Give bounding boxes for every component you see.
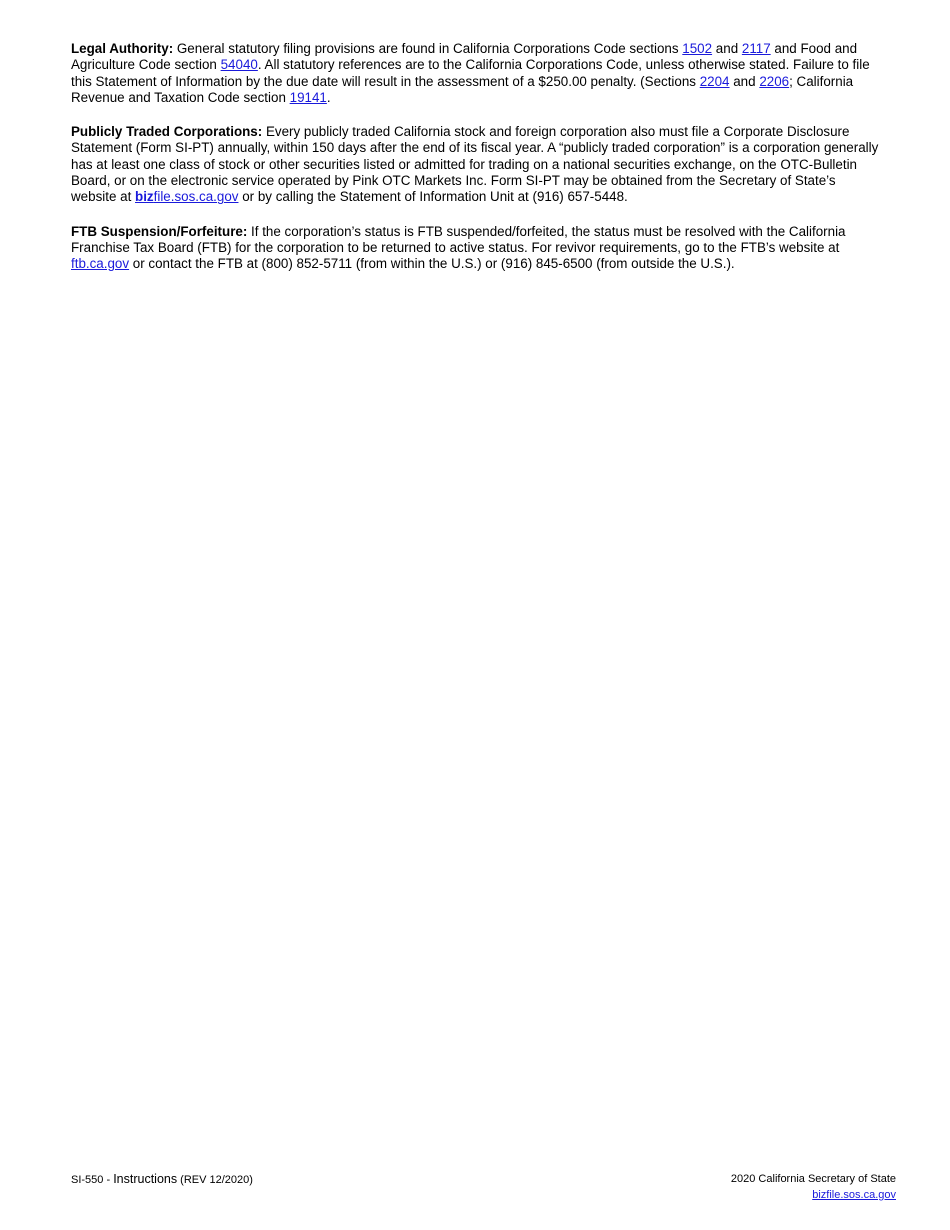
legal-authority-paragraph [71,41,883,106]
legal-authority-label: Legal Authority: [71,41,174,56]
section-1502-link[interactable]: 1502 [682,41,713,56]
document-body [71,41,883,291]
footer-form-code: SI-550 - [71,1174,114,1186]
publicly-traded-label: Publicly Traded Corporations: [71,124,263,140]
bizfile-link-bold: biz [135,189,154,205]
section-54040-link[interactable]: 54040 [220,57,258,73]
legal-text-7: . [326,89,331,105]
legal-text-6: ; California Revenue and Taxation Code section [71,73,854,105]
section-2206-link[interactable]: 2206 [759,73,790,89]
footer-publisher [731,1172,896,1203]
legal-text-2: and [712,41,742,56]
bizfile-link[interactable] [135,189,238,204]
footer-form-name: Instructions [113,1172,178,1186]
ftb-text-2: or contact the FTB at (800) 852-5711 (from within the U.S.) or (916) 845-6500 (from outside the U.S.). [129,256,735,272]
legal-text-3: and Food and Agriculture Code section [71,41,858,73]
ftb-text-1: If the corporation’s status is FTB suspended/forfeited, the status must be resolved with the California Franchise Tax Board (FTB) for the corporation to be returned to active status. For revivor requirements, go to the FTB’s website at [71,223,846,255]
section-19141-link[interactable]: 19141 [289,89,327,105]
legal-text-4: . All statutory references are to the California Corporations Code, unless otherwise stated. Failure to file this Statement of Information by the due date will result in the assessment of a $250.00 penalty. (Sections [71,57,870,89]
footer-revision: (REV 12/2020) [177,1174,253,1186]
footer-copyright: 2020 California Secretary of State [730,1173,896,1185]
section-2117-link[interactable]: 2117 [741,41,771,56]
footer-form-id [71,1172,253,1187]
footer-website-link[interactable]: bizfile.sos.ca.gov [812,1188,896,1201]
ftb-label: FTB Suspension/Forfeiture: [71,223,248,239]
publicly-traded-paragraph [71,124,883,205]
legal-text-1: General statutory filing provisions are found in California Corporations Code sections [173,41,683,56]
public-text-2: or by calling the Statement of Information Unit at (916) 657-5448. [238,189,628,205]
public-text-1: Every publicly traded California stock and foreign corporation also must file a Corporate Disclosure Statement (Form SI-PT) annually, within 150 days after the end of its fiscal year. A “publicly traded corporation” is a corporation generally has at least one class of stock or other securities listed or admitted for trading on a national securities exchange, on the OTC-Bulletin Board, or on the electronic service operated by Pink OTC Markets Inc. Form SI-PT may be obtained from the Secretary of State’s website at [71,124,879,205]
bizfile-link-rest: file.sos.ca.gov [153,189,239,205]
ftb-website-link[interactable]: ftb.ca.gov [71,256,130,272]
ftb-paragraph [71,224,883,273]
legal-text-5: and [729,73,760,89]
section-2204-link[interactable]: 2204 [699,73,730,89]
